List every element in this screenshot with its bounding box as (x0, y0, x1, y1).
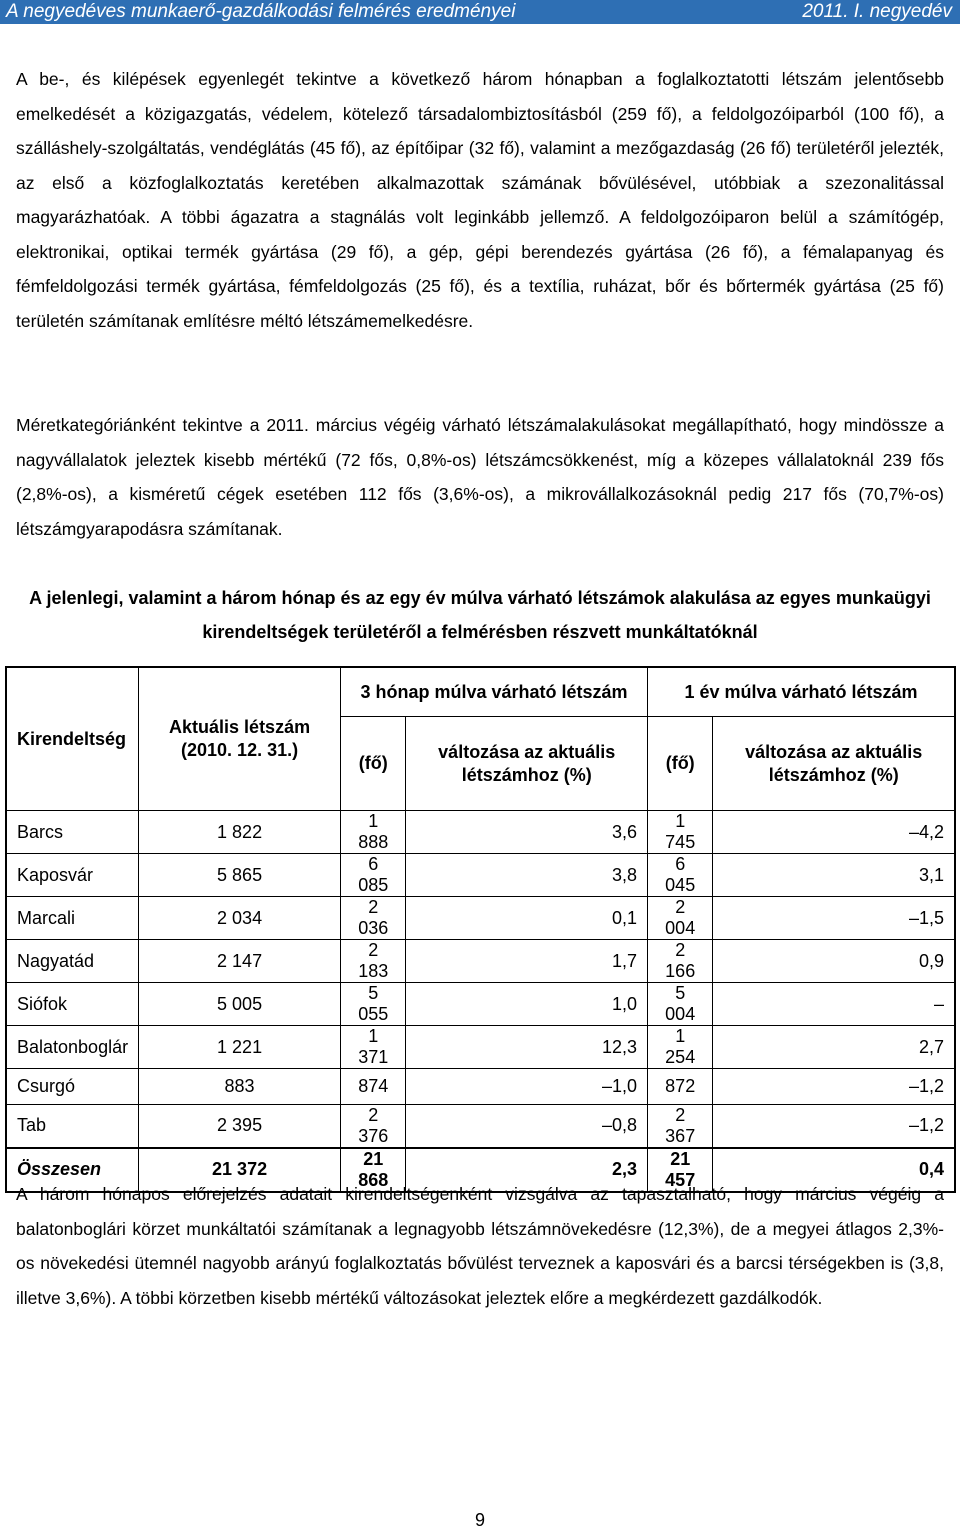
header-y1-pct: változása az aktuális létszámhoz (%) (713, 717, 955, 811)
table-row (6, 854, 955, 897)
row-current: 2 395 (139, 1104, 341, 1148)
row-y1: 872 (648, 1069, 713, 1105)
row-y1-pct: –1,2 (713, 1104, 955, 1148)
row-y1-pct: 0,9 (713, 940, 955, 983)
header-y1-fo: (fő) (648, 717, 713, 811)
row-m3: 874 (341, 1069, 406, 1105)
row-y1-pct: –4,2 (713, 811, 955, 854)
row-name: Balatonboglár (6, 1026, 139, 1069)
row-m3: 6 085 (341, 854, 406, 897)
row-current: 5 005 (139, 983, 341, 1026)
row-m3-pct: 1,7 (406, 940, 648, 983)
headcount-table (5, 666, 956, 1193)
row-m3-pct: 12,3 (406, 1026, 648, 1069)
row-name: Kaposvár (6, 854, 139, 897)
header-three-month: 3 hónap múlva várható létszám (341, 667, 648, 717)
table-row (6, 983, 955, 1026)
row-y1: 2 004 (648, 897, 713, 940)
row-name: Tab (6, 1104, 139, 1148)
page-number: 9 (474, 1510, 485, 1530)
table-row (6, 811, 955, 854)
row-m3-pct: 0,1 (406, 897, 648, 940)
paragraph-district-forecast: A három hónapos előrejelzés adatait kirendeltségenként vizsgálva az tapasztalható, hogy március végéig a balatonboglári körzet munkáltatói számítanak a legnagyobb létszámnövekedésre (12,3%), de a megyei átlagos 2,3%-os növekedési ütemnél nagyobb arányú foglalkoztatás bővülést terveznek a kaposvári és a barcsi térségekben is (3,8, illetve 3,6%). A többi körzetben kisebb mértékű változásokat jeleztek előre a megkérdezett gazdálkodók. (16, 1184, 944, 1308)
header-m3-fo: (fő) (341, 717, 406, 811)
row-m3: 1 888 (341, 811, 406, 854)
total-name: Összesen (6, 1148, 139, 1192)
total-m3-pct: 2,3 (406, 1148, 648, 1192)
table-title: A jelenlegi, valamint a három hónap és az egy év múlva várható létszámok alakulása az egyes munkaügyi kirendeltségek területéről a felmérésben részvett munkáltatóknál (29, 588, 931, 642)
row-y1-pct: 2,7 (713, 1026, 955, 1069)
row-y1: 6 045 (648, 854, 713, 897)
row-name: Nagyatád (6, 940, 139, 983)
row-m3-pct: 3,8 (406, 854, 648, 897)
row-current: 1 822 (139, 811, 341, 854)
row-current: 2 147 (139, 940, 341, 983)
row-name: Csurgó (6, 1069, 139, 1105)
header-period: 2011. I. negyedév (802, 1, 952, 22)
header-aktualis: Aktuális létszám (2010. 12. 31.) (139, 667, 341, 811)
row-current: 2 034 (139, 897, 341, 940)
total-current: 21 372 (139, 1148, 341, 1192)
row-m3-pct: –1,0 (406, 1069, 648, 1105)
total-m3: 21 868 (341, 1148, 406, 1192)
row-name: Siófok (6, 983, 139, 1026)
row-y1-pct: –1,5 (713, 897, 955, 940)
row-m3: 2 376 (341, 1104, 406, 1148)
row-current: 1 221 (139, 1026, 341, 1069)
row-name: Marcali (6, 897, 139, 940)
total-y1: 21 457 (648, 1148, 713, 1192)
paragraph-size-categories: Méretkategóriánként tekintve a 2011. március végéig várható létszámalakulásokat megállapítható, hogy mindössze a nagyvállalatok jeleztek kisebb mértékű (72 fős, 0,8%-os) létszámcsökkenést, míg a közepes vállalatoknál 239 fős (2,8%-os), a kisméretű cégek esetében 112 fős (3,6%-os), a mikrovállalkozásoknál pedig 217 fős (70,7%-os) létszámgyarapodásra számítanak. (16, 415, 944, 539)
row-m3-pct: –0,8 (406, 1104, 648, 1148)
table-row (6, 1069, 955, 1105)
row-m3: 2 036 (341, 897, 406, 940)
row-y1: 1 254 (648, 1026, 713, 1069)
row-y1: 5 004 (648, 983, 713, 1026)
total-y1-pct: 0,4 (713, 1148, 955, 1192)
row-m3: 5 055 (341, 983, 406, 1026)
row-y1-pct: 3,1 (713, 854, 955, 897)
row-m3: 1 371 (341, 1026, 406, 1069)
header-document-title: A negyedéves munkaerő-gazdálkodási felmérés eredményei (6, 1, 516, 22)
table-row (6, 1026, 955, 1069)
row-y1: 1 745 (648, 811, 713, 854)
row-m3-pct: 3,6 (406, 811, 648, 854)
row-current: 5 865 (139, 854, 341, 897)
row-y1-pct: – (713, 983, 955, 1026)
row-current: 883 (139, 1069, 341, 1105)
table-row (6, 897, 955, 940)
row-name: Barcs (6, 811, 139, 854)
row-m3: 2 183 (341, 940, 406, 983)
row-m3-pct: 1,0 (406, 983, 648, 1026)
paragraph-sector-changes: A be-, és kilépések egyenlegét tekintve a következő három hónapban a foglalkoztatotti létszám jelentősebb emelkedését a közigazgatás, védelem, kötelező társadalombiztosításból (259 fő), a feldolgozóiparból (100 fő), a szálláshely-szolgáltatás, vendéglátás (45 fő), az építőipar (32 fő), valamint a mezőgazdaság (26 fő) területéről jelezték, az első a közfoglalkoztatás keretében alkalmazottak számának bővülésével, utóbbiak a szezonalitással magyarázhatóak. A többi ágazatra a stagnálás volt leginkább jellemző. A feldolgozóiparon belül a számítógép, elektronikai, optikai termék gyártása (29 fő), a gép, gépi berendezés gyártása (26 fő), a fémalapanyag és fémfeldolgozási termék gyártása, fémfeldolgozás (25 fő), és a textília, ruházat, bőr és bőrtermék gyártása (25 fő) területén számítanak említésre méltó létszámemelkedésre. (16, 69, 944, 331)
running-header (0, 0, 960, 24)
header-one-year: 1 év múlva várható létszám (648, 667, 956, 717)
table-row (6, 1104, 955, 1148)
row-y1: 2 166 (648, 940, 713, 983)
row-y1-pct: –1,2 (713, 1069, 955, 1105)
header-kirendeltseg: Kirendeltség (6, 667, 139, 811)
header-m3-pct: változása az aktuális létszámhoz (%) (406, 717, 648, 811)
row-y1: 2 367 (648, 1104, 713, 1148)
table-row (6, 940, 955, 983)
